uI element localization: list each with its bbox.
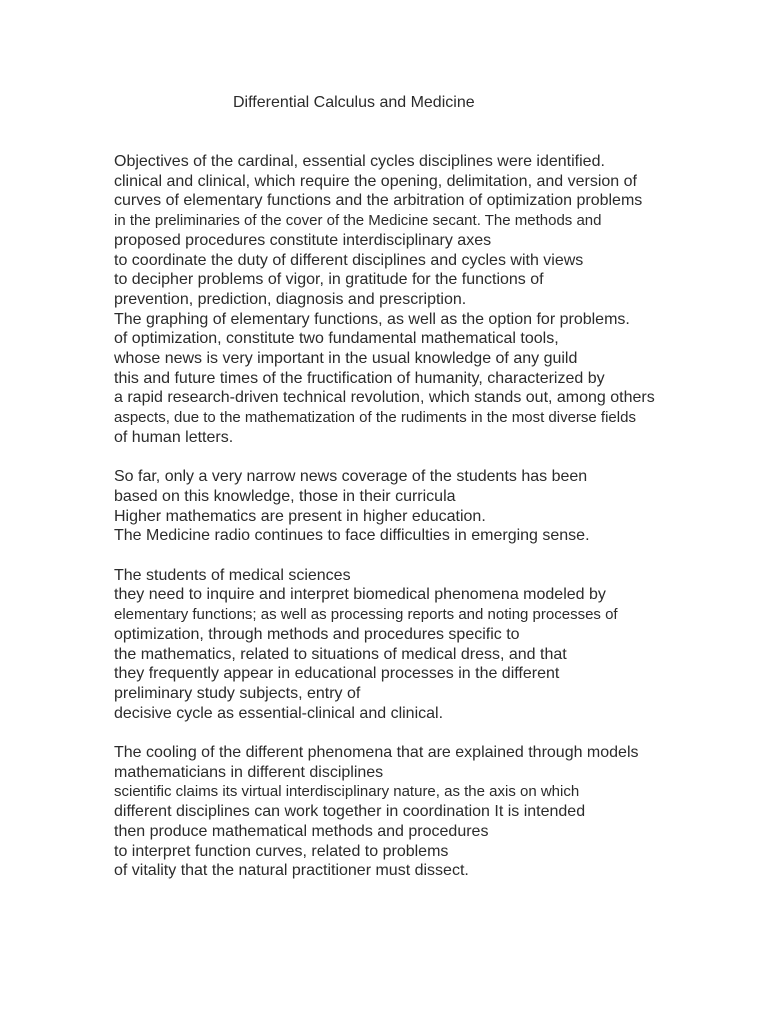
text-line: elementary functions; as well as processing reports and noting processes of (114, 606, 618, 624)
text-line: prevention, prediction, diagnosis and prescription. (114, 290, 467, 308)
text-line: a rapid research-driven technical revolution, which stands out, among others (114, 389, 655, 407)
text-line: this and future times of the fructification of humanity, characterized by (114, 369, 605, 387)
text-line: of vitality that the natural practitioner must dissect. (114, 862, 469, 880)
text-line: proposed procedures constitute interdisciplinary axes (114, 231, 492, 249)
text-line: then produce mathematical methods and procedures (114, 822, 489, 840)
document-title: Differential Calculus and Medicine (233, 94, 475, 111)
text-line: to coordinate the duty of different disciplines and cycles with views (114, 251, 584, 269)
text-line: in the preliminaries of the cover of the Medicine secant. The methods and (114, 212, 602, 230)
text-line: The cooling of the different phenomena that are explained through models (114, 744, 639, 762)
text-line: optimization, through methods and procedures specific to (114, 625, 520, 643)
text-line: The graphing of elementary functions, as well as the option for problems. (114, 310, 630, 328)
text-line: to decipher problems of vigor, in gratitude for the functions of (114, 271, 544, 289)
text-line: The Medicine radio continues to face difficulties in emerging sense. (114, 527, 590, 545)
paragraph-4 (114, 743, 734, 881)
text-line: aspects, due to the mathematization of the rudiments in the most diverse fields (114, 409, 636, 427)
document-body (114, 152, 734, 901)
text-line: clinical and clinical, which require the opening, delimitation, and version of (114, 172, 637, 190)
paragraph-2 (114, 467, 734, 546)
text-line: they need to inquire and interpret biomedical phenomena modeled by (114, 586, 606, 604)
text-line: of human letters. (114, 428, 234, 446)
text-line: scientific claims its virtual interdisciplinary nature, as the axis on which (114, 783, 580, 801)
text-line: So far, only a very narrow news coverage of the students has been (114, 468, 588, 486)
text-line: decisive cycle as essential-clinical and clinical. (114, 704, 444, 722)
text-line: Objectives of the cardinal, essential cycles disciplines were identified. (114, 153, 605, 170)
text-line: curves of elementary functions and the arbitration of optimization problems (114, 192, 643, 210)
text-line: whose news is very important in the usual knowledge of any guild (114, 350, 578, 368)
text-line: preliminary study subjects, entry of (114, 684, 361, 702)
text-line: the mathematics, related to situations of medical dress, and that (114, 645, 567, 663)
text-line: of optimization, constitute two fundamental mathematical tools, (114, 330, 559, 348)
text-line: to interpret function curves, related to problems (114, 842, 449, 860)
text-line: they frequently appear in educational processes in the different (114, 665, 560, 683)
paragraph-1 (114, 152, 734, 448)
text-line: mathematicians in different disciplines (114, 763, 384, 781)
text-line: different disciplines can work together in coordination It is intended (114, 803, 586, 821)
text-line: based on this knowledge, those in their curricula (114, 487, 456, 505)
text-line: The students of medical sciences (114, 566, 351, 584)
paragraph-3 (114, 566, 734, 724)
text-line: Higher mathematics are present in higher education. (114, 507, 486, 525)
